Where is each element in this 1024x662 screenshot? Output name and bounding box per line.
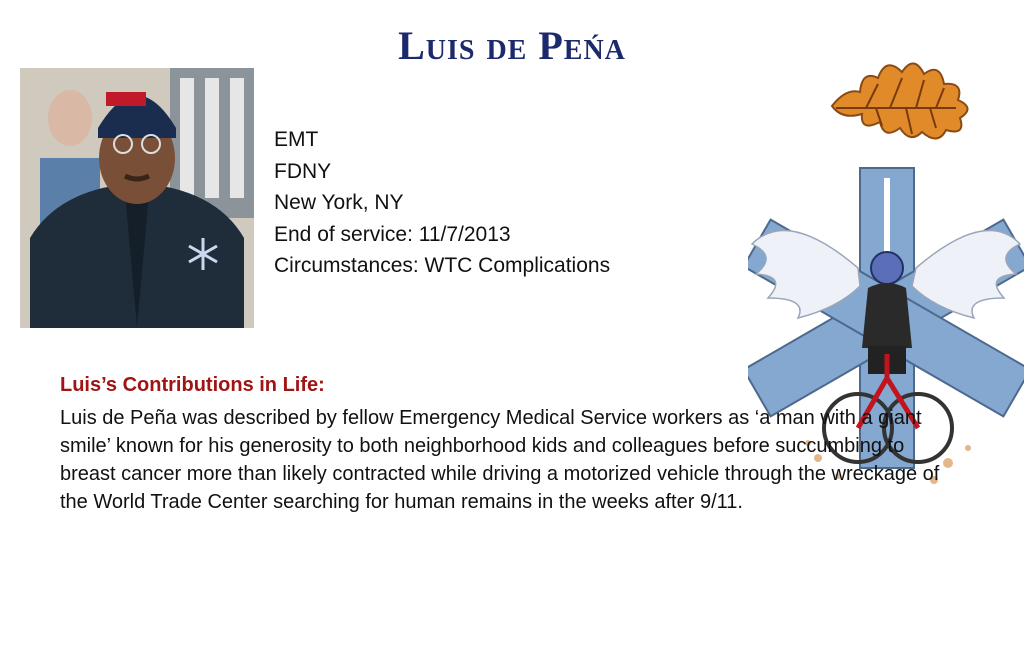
page-title: Luis de Peńa	[398, 23, 626, 68]
contributions-heading: Luis’s Contributions in Life:	[60, 374, 325, 396]
department: FDNY	[274, 159, 332, 183]
details-list	[274, 124, 610, 282]
location: New York, NY	[274, 191, 404, 214]
role: EMT	[274, 128, 319, 151]
portrait-photo	[20, 68, 254, 328]
circumstances: Circumstances: WTC Complications	[274, 254, 611, 277]
portrait-illustration	[20, 68, 254, 328]
end-of-service: End of service: 11/7/2013	[274, 222, 511, 246]
contributions-text: Luis de Peña was described by fellow Emergency Medical Service workers as ‘a man with a giant smile’ known for his generosity to both neighborhood kids and colleagues before succumbing to breast cancer more than likely contracted while driving a motorized vehicle through the wreckage of the World Trade Center searching for human remains in the weeks after 9/11.	[60, 407, 940, 513]
oak-leaf-icon	[826, 48, 982, 148]
